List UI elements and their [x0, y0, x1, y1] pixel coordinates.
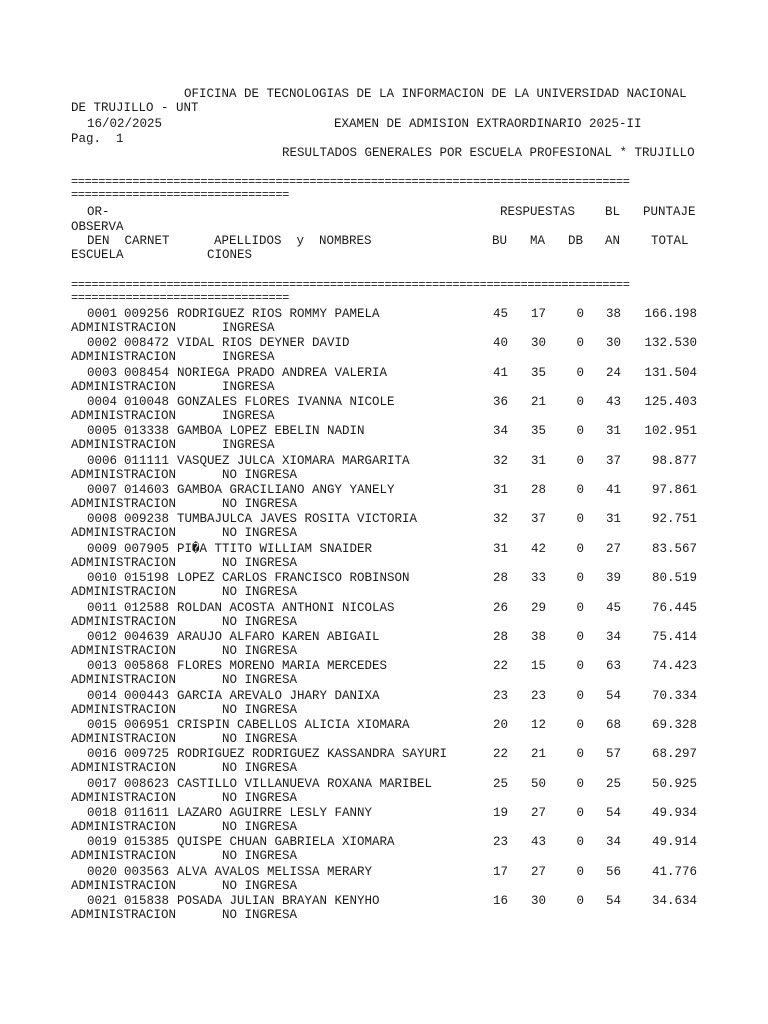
row-carnet: 008472	[124, 336, 170, 351]
header-institution-line-continued: DE TRUJILLO - UNT	[71, 101, 199, 115]
row-school: ADMINISTRACION	[71, 731, 177, 746]
row-db: 0	[576, 512, 584, 527]
row-full-name: ALVA AVALOS MELISSA MERARY	[177, 864, 373, 879]
row-ma: 23	[530, 688, 546, 703]
row-bu: 28	[492, 571, 508, 586]
row-status: NO INGRESA	[222, 555, 298, 570]
row-bu: 31	[492, 483, 508, 498]
row-db: 0	[576, 864, 584, 879]
row-ma: 50	[530, 776, 546, 791]
column-header-escuela: ESCUELA	[71, 248, 124, 262]
row-carnet: 006951	[124, 717, 170, 732]
row-status: INGRESA	[222, 438, 275, 453]
row-full-name: RODRIGUEZ RODRIGUEZ KASSANDRA SAYURI	[177, 747, 448, 762]
row-school: ADMINISTRACION	[71, 585, 177, 600]
row-total-score: 83.567	[651, 541, 697, 556]
row-ma: 17	[530, 307, 546, 321]
row-total-score: 97.861	[651, 483, 697, 498]
row-order-number: 0015	[87, 717, 118, 732]
row-full-name: FLORES MORENO MARIA MERCEDES	[177, 659, 388, 674]
column-header-bu: BU	[492, 234, 508, 248]
row-total-score: 102.951	[644, 424, 697, 439]
row-full-name: CASTILLO VILLANUEVA ROXANA MARIBEL	[177, 776, 433, 791]
row-status: INGRESA	[222, 350, 275, 365]
row-status: NO INGRESA	[222, 526, 298, 541]
row-total-score: 76.445	[651, 600, 697, 615]
row-order-number: 0018	[87, 805, 118, 820]
row-an: 24	[605, 365, 621, 380]
row-status: NO INGRESA	[222, 673, 298, 688]
column-header-apellidos-nombres: APELLIDOS y NOMBRES	[214, 234, 372, 248]
row-ma: 42	[530, 541, 546, 556]
column-header-puntaje: PUNTAJE	[643, 205, 696, 219]
column-header-den-carnet: DEN CARNET	[87, 234, 170, 248]
row-bu: 34	[492, 424, 508, 439]
row-school: ADMINISTRACION	[71, 908, 177, 922]
column-header-total: TOTAL	[651, 234, 689, 248]
row-total-score: 132.530	[644, 336, 697, 351]
row-an: 41	[605, 483, 621, 498]
row-bu: 22	[492, 747, 508, 762]
row-full-name: ROLDAN ACOSTA ANTHONI NICOLAS	[177, 600, 395, 615]
row-an: 45	[605, 600, 621, 615]
row-full-name: GONZALES FLORES IVANNA NICOLE	[177, 395, 395, 410]
row-school: ADMINISTRACION	[71, 673, 177, 688]
row-school: ADMINISTRACION	[71, 409, 177, 424]
row-full-name: GAMBOA LOPEZ EBELIN NADIN	[177, 424, 365, 439]
row-school: ADMINISTRACION	[71, 526, 177, 541]
row-db: 0	[576, 541, 584, 556]
row-db: 0	[576, 688, 584, 703]
row-status: NO INGRESA	[222, 497, 298, 512]
row-db: 0	[576, 747, 584, 762]
row-full-name: RODRIGUEZ RIOS ROMMY PAMELA	[177, 307, 380, 321]
row-db: 0	[576, 365, 584, 380]
row-an: 43	[605, 395, 621, 410]
row-school: ADMINISTRACION	[71, 467, 177, 482]
row-bu: 32	[492, 512, 508, 527]
row-db: 0	[576, 776, 584, 791]
row-total-score: 166.198	[644, 307, 697, 321]
row-an: 37	[605, 453, 621, 468]
row-carnet: 008623	[124, 776, 170, 791]
row-carnet: 011611	[124, 805, 170, 820]
row-status: NO INGRESA	[222, 878, 298, 893]
column-header-or: OR-	[87, 205, 110, 219]
row-an: 34	[605, 629, 621, 644]
row-ma: 33	[530, 571, 546, 586]
row-status: NO INGRESA	[222, 761, 298, 776]
row-carnet: 013338	[124, 424, 170, 439]
row-an: 27	[605, 541, 621, 556]
separator-line: ================================	[71, 292, 289, 305]
row-db: 0	[576, 717, 584, 732]
header-institution-line: OFICINA DE TECNOLOGIAS DE LA INFORMACION DE LA UNIVERSIDAD NACIONAL	[184, 87, 687, 101]
row-db: 0	[576, 395, 584, 410]
row-bu: 23	[492, 835, 508, 850]
row-school: ADMINISTRACION	[71, 790, 177, 805]
row-status: INGRESA	[222, 409, 275, 424]
row-school: ADMINISTRACION	[71, 321, 177, 335]
row-full-name: NORIEGA PRADO ANDREA VALERIA	[177, 365, 388, 380]
row-db: 0	[576, 894, 584, 908]
row-order-number: 0005	[87, 424, 118, 439]
row-bu: 23	[492, 688, 508, 703]
row-carnet: 015385	[124, 835, 170, 850]
row-db: 0	[576, 600, 584, 615]
row-carnet: 009725	[124, 747, 170, 762]
row-bu: 17	[492, 864, 508, 879]
row-order-number: 0001	[87, 307, 118, 321]
row-bu: 19	[492, 805, 508, 820]
row-order-number: 0014	[87, 688, 118, 703]
row-ma: 27	[530, 805, 546, 820]
row-status: NO INGRESA	[222, 585, 298, 600]
row-an: 34	[605, 835, 621, 850]
row-ma: 28	[530, 483, 546, 498]
row-total-score: 70.334	[651, 688, 697, 703]
row-ma: 21	[530, 747, 546, 762]
row-school: ADMINISTRACION	[71, 497, 177, 512]
row-an: 38	[605, 307, 621, 321]
row-total-score: 125.403	[644, 395, 697, 410]
row-full-name: QUISPE CHUAN GABRIELA XIOMARA	[177, 835, 395, 850]
row-order-number: 0004	[87, 395, 118, 410]
row-db: 0	[576, 483, 584, 498]
row-full-name: VIDAL RIOS DEYNER DAVID	[177, 336, 350, 351]
row-order-number: 0016	[87, 747, 118, 762]
row-order-number: 0006	[87, 453, 118, 468]
row-bu: 41	[492, 365, 508, 380]
row-order-number: 0012	[87, 629, 118, 644]
row-total-score: 69.328	[651, 717, 697, 732]
row-ma: 30	[530, 336, 546, 351]
column-header-an: AN	[605, 234, 621, 248]
row-carnet: 015198	[124, 571, 170, 586]
row-total-score: 98.877	[651, 453, 697, 468]
row-order-number: 0019	[87, 835, 118, 850]
row-an: 54	[605, 805, 621, 820]
row-full-name: CRISPIN CABELLOS ALICIA XIOMARA	[177, 717, 410, 732]
row-full-name: ARAUJO ALFARO KAREN ABIGAIL	[177, 629, 380, 644]
row-school: ADMINISTRACION	[71, 438, 177, 453]
row-status: INGRESA	[222, 379, 275, 394]
row-ma: 21	[530, 395, 546, 410]
row-carnet: 003563	[124, 864, 170, 879]
row-order-number: 0013	[87, 659, 118, 674]
row-status: NO INGRESA	[222, 908, 298, 922]
row-total-score: 34.634	[651, 894, 697, 908]
row-order-number: 0003	[87, 365, 118, 380]
row-ma: 35	[530, 424, 546, 439]
row-full-name: VASQUEZ JULCA XIOMARA MARGARITA	[177, 453, 410, 468]
row-bu: 26	[492, 600, 508, 615]
row-carnet: 010048	[124, 395, 170, 410]
row-ma: 12	[530, 717, 546, 732]
row-total-score: 49.934	[651, 805, 697, 820]
row-db: 0	[576, 453, 584, 468]
row-full-name: POSADA JULIAN BRAYAN KENYHO	[177, 894, 380, 908]
row-db: 0	[576, 424, 584, 439]
row-school: ADMINISTRACION	[71, 819, 177, 834]
row-order-number: 0007	[87, 483, 118, 498]
row-an: 25	[605, 776, 621, 791]
row-bu: 16	[492, 894, 508, 908]
row-status: NO INGRESA	[222, 614, 298, 629]
row-bu: 45	[492, 307, 508, 321]
row-full-name: GARCIA AREVALO JHARY DANIXA	[177, 688, 380, 703]
row-order-number: 0008	[87, 512, 118, 527]
row-bu: 22	[492, 659, 508, 674]
row-school: ADMINISTRACION	[71, 643, 177, 658]
row-status: NO INGRESA	[222, 467, 298, 482]
row-total-score: 92.751	[651, 512, 697, 527]
row-db: 0	[576, 307, 584, 321]
row-ma: 35	[530, 365, 546, 380]
row-order-number: 0010	[87, 571, 118, 586]
row-total-score: 41.776	[651, 864, 697, 879]
row-carnet: 009256	[124, 307, 170, 321]
row-status: INGRESA	[222, 321, 275, 335]
row-ma: 15	[530, 659, 546, 674]
row-total-score: 75.414	[651, 629, 697, 644]
separator-line: ================================	[71, 189, 289, 202]
row-total-score: 49.914	[651, 835, 697, 850]
column-header-respuestas: RESPUESTAS	[500, 205, 576, 219]
row-carnet: 011111	[124, 453, 170, 468]
row-ma: 29	[530, 600, 546, 615]
column-header-db: DB	[568, 234, 584, 248]
row-total-score: 50.925	[651, 776, 697, 791]
row-carnet: 015838	[124, 894, 170, 908]
row-bu: 28	[492, 629, 508, 644]
report-date: 16/02/2025	[87, 117, 163, 131]
row-full-name: TUMBAJULCA JAVES ROSITA VICTORIA	[177, 512, 418, 527]
row-an: 30	[605, 336, 621, 351]
row-order-number: 0002	[87, 336, 118, 351]
row-order-number: 0017	[87, 776, 118, 791]
row-status: NO INGRESA	[222, 790, 298, 805]
row-order-number: 0020	[87, 864, 118, 879]
row-carnet: 004639	[124, 629, 170, 644]
row-school: ADMINISTRACION	[71, 379, 177, 394]
row-carnet: 000443	[124, 688, 170, 703]
row-bu: 20	[492, 717, 508, 732]
row-carnet: 008454	[124, 365, 170, 380]
row-school: ADMINISTRACION	[71, 849, 177, 864]
row-ma: 37	[530, 512, 546, 527]
separator-line: ==================================================================================	[71, 279, 630, 292]
row-status: NO INGRESA	[222, 849, 298, 864]
row-an: 56	[605, 864, 621, 879]
row-ma: 43	[530, 835, 546, 850]
row-bu: 40	[492, 336, 508, 351]
row-carnet: 005868	[124, 659, 170, 674]
report-subtitle: RESULTADOS GENERALES POR ESCUELA PROFESIONAL * TRUJILLO	[282, 146, 695, 160]
row-carnet: 009238	[124, 512, 170, 527]
row-ma: 31	[530, 453, 546, 468]
column-header-ciones: CIONES	[207, 248, 253, 262]
column-header-bl: BL	[605, 205, 621, 219]
row-bu: 36	[492, 395, 508, 410]
row-carnet: 012588	[124, 600, 170, 615]
row-an: 31	[605, 424, 621, 439]
row-total-score: 68.297	[651, 747, 697, 762]
column-header-observa: OBSERVA	[71, 220, 124, 234]
row-order-number: 0021	[87, 894, 118, 908]
row-school: ADMINISTRACION	[71, 702, 177, 717]
row-an: 68	[605, 717, 621, 732]
row-db: 0	[576, 571, 584, 586]
row-db: 0	[576, 629, 584, 644]
row-ma: 30	[530, 894, 546, 908]
row-db: 0	[576, 336, 584, 351]
row-order-number: 0011	[87, 600, 118, 615]
row-school: ADMINISTRACION	[71, 614, 177, 629]
row-db: 0	[576, 805, 584, 820]
row-bu: 32	[492, 453, 508, 468]
row-an: 63	[605, 659, 621, 674]
row-status: NO INGRESA	[222, 702, 298, 717]
page-number: Pag. 1	[71, 132, 124, 146]
row-status: NO INGRESA	[222, 731, 298, 746]
separator-line: ==================================================================================	[71, 176, 630, 189]
row-an: 39	[605, 571, 621, 586]
row-school: ADMINISTRACION	[71, 350, 177, 365]
row-ma: 27	[530, 864, 546, 879]
row-school: ADMINISTRACION	[71, 761, 177, 776]
row-school: ADMINISTRACION	[71, 555, 177, 570]
row-an: 54	[605, 688, 621, 703]
row-an: 54	[605, 894, 621, 908]
row-total-score: 80.519	[651, 571, 697, 586]
row-full-name: PI�A TTITO WILLIAM SNAIDER	[177, 541, 373, 556]
row-full-name: LAZARO AGUIRRE LESLY FANNY	[177, 805, 373, 820]
row-an: 57	[605, 747, 621, 762]
row-carnet: 007905	[124, 541, 170, 556]
column-header-ma: MA	[530, 234, 546, 248]
row-bu: 25	[492, 776, 508, 791]
row-status: NO INGRESA	[222, 819, 298, 834]
row-db: 0	[576, 659, 584, 674]
row-school: ADMINISTRACION	[71, 878, 177, 893]
row-order-number: 0009	[87, 541, 118, 556]
row-total-score: 131.504	[644, 365, 697, 380]
row-an: 31	[605, 512, 621, 527]
row-carnet: 014603	[124, 483, 170, 498]
row-full-name: GAMBOA GRACILIANO ANGY YANELY	[177, 483, 395, 498]
row-db: 0	[576, 835, 584, 850]
row-status: NO INGRESA	[222, 643, 298, 658]
row-ma: 38	[530, 629, 546, 644]
exam-title: EXAMEN DE ADMISION EXTRAORDINARIO 2025-II	[334, 117, 642, 131]
row-total-score: 74.423	[651, 659, 697, 674]
row-bu: 31	[492, 541, 508, 556]
row-full-name: LOPEZ CARLOS FRANCISCO ROBINSON	[177, 571, 410, 586]
